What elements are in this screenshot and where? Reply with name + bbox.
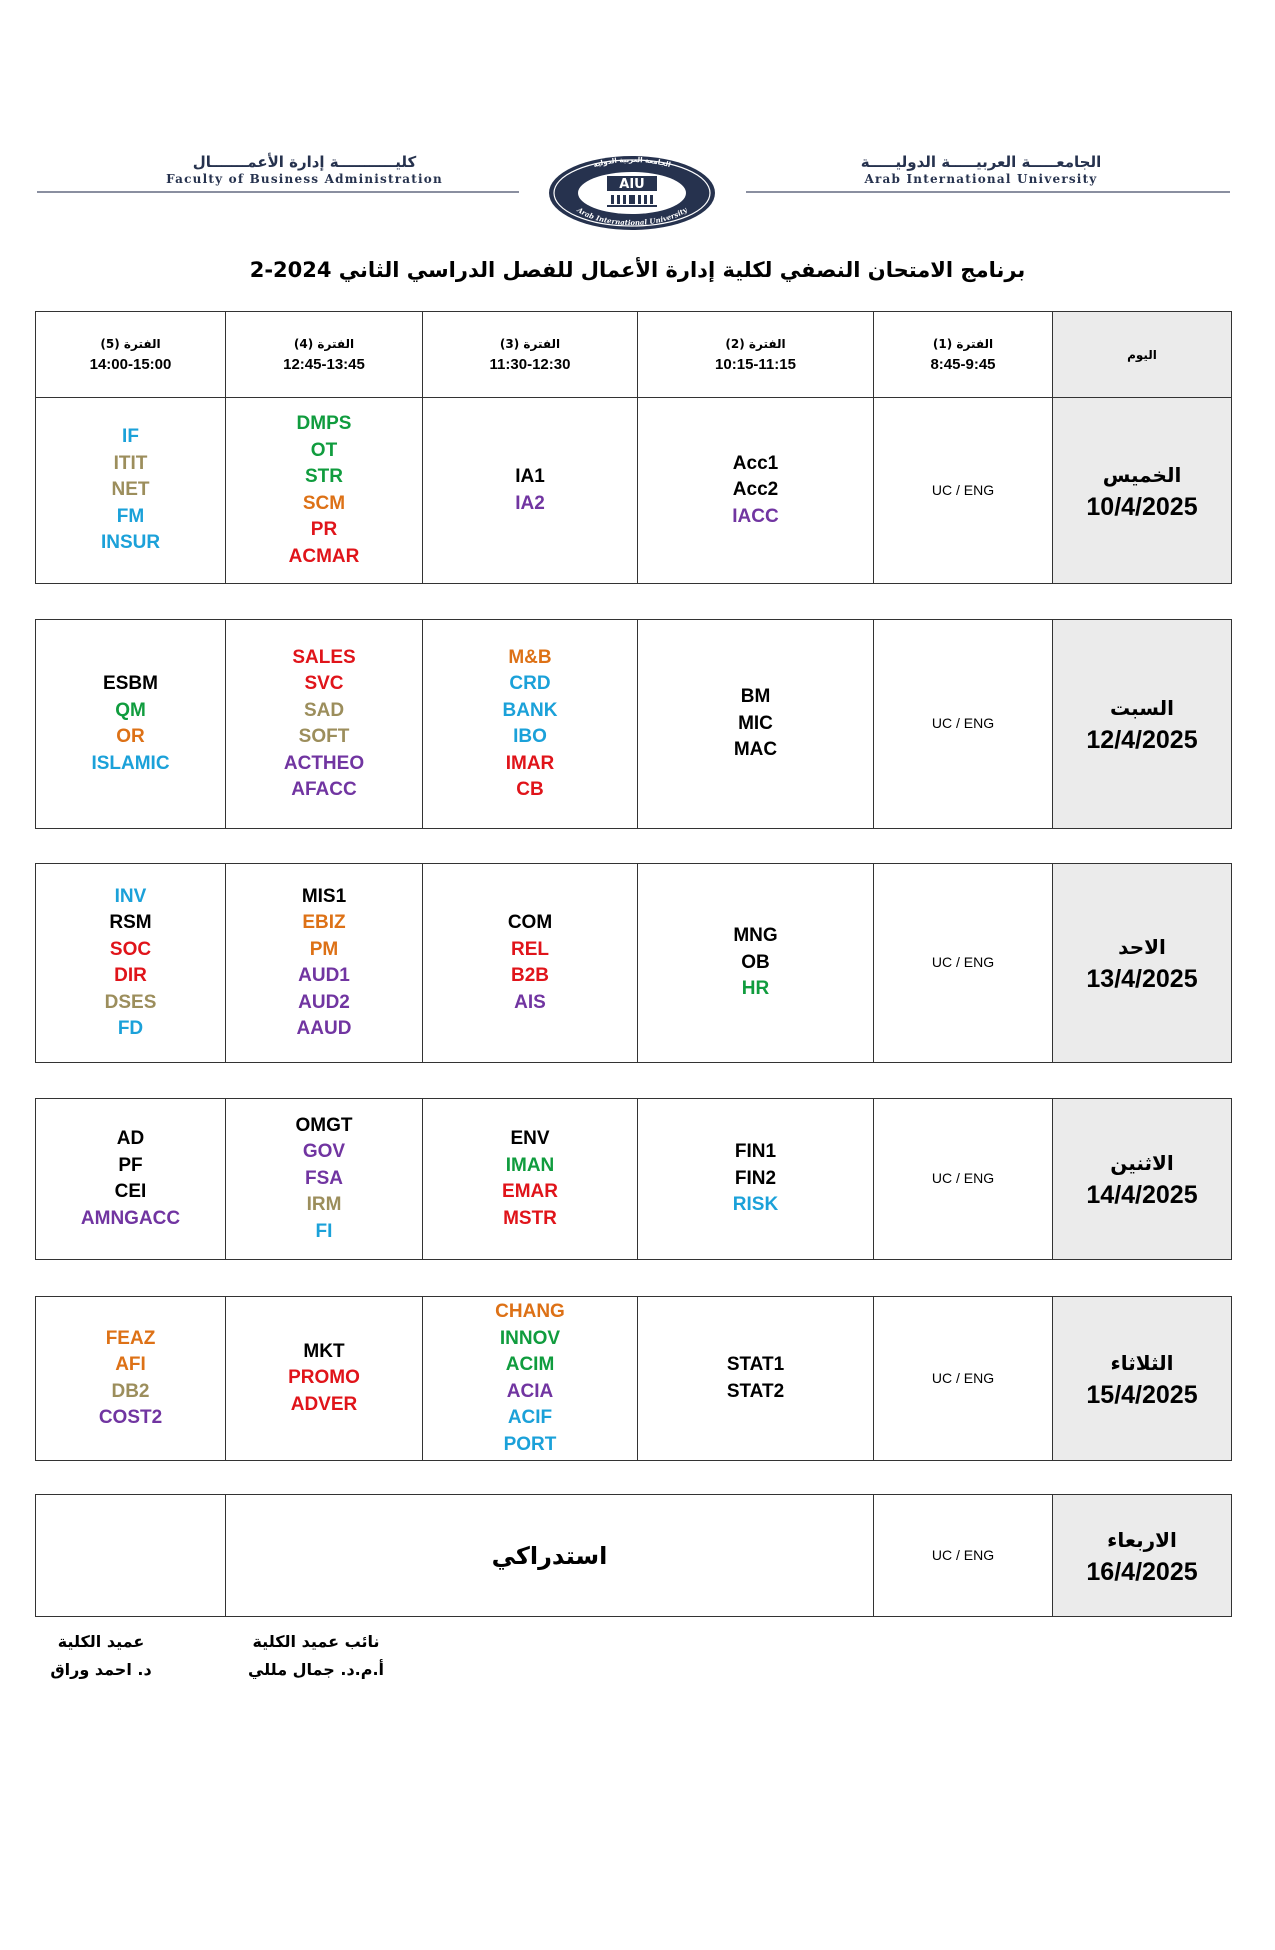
dean-title: عميد الكلية — [57, 1632, 145, 1651]
period-cell-p3 — [423, 864, 638, 1063]
course-code: BANK — [502, 699, 558, 721]
course-code: INV — [114, 885, 147, 907]
period-time: 14:00-15:00 — [89, 355, 172, 373]
day-schedule-table — [35, 311, 1232, 584]
course-code: AIS — [514, 991, 546, 1013]
day-row — [36, 620, 1232, 829]
uc-eng-label: UC / ENG — [931, 954, 995, 970]
period-cell-p2 — [638, 620, 874, 829]
course-code: IF — [122, 426, 139, 448]
course-code: AUD2 — [298, 991, 350, 1013]
course-code: Acc1 — [732, 452, 779, 474]
day-name: الثلاثاء — [1110, 1350, 1174, 1375]
period-time: 8:45-9:45 — [930, 355, 996, 373]
course-code: INNOV — [499, 1327, 561, 1349]
course-code: CRD — [509, 673, 551, 694]
course-code: AUD1 — [298, 965, 350, 986]
course-code: ESBM — [103, 673, 158, 694]
period-time: 11:30-12:30 — [489, 355, 571, 373]
course-code: DB2 — [111, 1380, 150, 1402]
course-code: PR — [310, 519, 338, 540]
day-header-label: اليوم — [1127, 347, 1157, 362]
uc-eng-label: UC / ENG — [931, 1170, 995, 1186]
day-cell — [1053, 1099, 1232, 1260]
day-cell — [1053, 398, 1232, 584]
day-date: 16/4/2025 — [1086, 1557, 1198, 1586]
course-code: PORT — [503, 1433, 557, 1455]
course-code: MSTR — [503, 1207, 557, 1229]
course-code: STAT1 — [726, 1354, 785, 1375]
period-name: الفترة (2) — [725, 336, 786, 351]
period-cell-p1 — [874, 1099, 1053, 1260]
makeup-cell — [226, 1495, 874, 1617]
period-cell-p1 — [874, 620, 1053, 829]
day-row — [36, 864, 1232, 1063]
svg-text:Arab International University: Arab International University — [575, 205, 689, 228]
course-code: AAUD — [296, 1018, 352, 1039]
day-date: 14/4/2025 — [1086, 1181, 1198, 1209]
day-name: الاحد — [1118, 935, 1166, 959]
vice-dean-signature — [236, 1628, 396, 1684]
course-code: FIN1 — [734, 1141, 777, 1163]
uc-eng-label: UC / ENG — [931, 481, 995, 498]
course-code: AFI — [115, 1354, 146, 1375]
course-code: PM — [309, 938, 339, 960]
course-code: MNG — [733, 925, 778, 947]
day-cell — [1053, 1495, 1232, 1617]
course-code: DIR — [114, 965, 147, 986]
course-code: FI — [315, 1220, 333, 1242]
course-code: EMAR — [502, 1181, 558, 1202]
day-name: الخميس — [1102, 462, 1182, 487]
course-code: PROMO — [288, 1367, 360, 1389]
period-header — [36, 312, 226, 398]
day-row — [36, 1099, 1232, 1260]
period-cell-p2 — [638, 1297, 874, 1461]
course-code: MIC — [738, 712, 773, 734]
course-code: ENV — [510, 1128, 550, 1149]
period-cell-p5 — [36, 1297, 226, 1461]
period-cell-p5 — [36, 1495, 226, 1617]
course-code: MAC — [733, 739, 778, 761]
period-cell-p3 — [423, 1099, 638, 1260]
course-code: EBIZ — [302, 912, 346, 933]
day-date: 10/4/2025 — [1086, 492, 1198, 521]
course-code: ACTHEO — [283, 752, 365, 774]
course-code: ACMAR — [288, 545, 360, 567]
period-cell-p3 — [423, 1297, 638, 1461]
course-code: OT — [310, 439, 338, 461]
course-code: HR — [741, 978, 770, 1000]
course-code: OR — [116, 726, 145, 747]
course-code: OMGT — [295, 1114, 353, 1136]
period-cell-p5 — [36, 1099, 226, 1260]
period-header — [423, 312, 638, 398]
course-code: NET — [111, 479, 150, 501]
period-cell-p3 — [423, 620, 638, 829]
day-date: 12/4/2025 — [1086, 726, 1198, 754]
period-cell-p5 — [36, 864, 226, 1063]
svg-text:AIU: AIU — [619, 177, 645, 192]
header-rule-right — [746, 191, 1230, 193]
course-code: ACIF — [507, 1407, 553, 1428]
course-code: RSM — [109, 912, 152, 933]
course-code: Acc2 — [732, 479, 779, 501]
day-cell — [1053, 1297, 1232, 1461]
day-cell — [1053, 864, 1232, 1063]
dean-signature — [36, 1628, 166, 1684]
course-code: FIN2 — [734, 1167, 777, 1189]
course-code: DSES — [104, 991, 157, 1013]
uc-eng-label: UC / ENG — [931, 1546, 995, 1563]
period-cell-p4 — [226, 398, 423, 584]
course-code: SOC — [109, 938, 152, 960]
course-code: MKT — [303, 1340, 345, 1362]
period-name: الفترة (1) — [932, 336, 994, 351]
page-title: برنامج الامتحان النصفي لكلية إدارة الأعمال للفصل الدراسي الثاني 2024-2 — [249, 258, 1026, 282]
course-code: ACIM — [505, 1354, 555, 1375]
course-code: AD — [116, 1128, 145, 1149]
course-code: QM — [115, 699, 146, 721]
period-name: الفترة (4) — [293, 336, 355, 351]
course-code: FM — [116, 505, 145, 527]
day-name: الاربعاء — [1107, 1527, 1177, 1552]
period-name: الفترة (5) — [100, 336, 161, 351]
course-code: ACIA — [506, 1380, 554, 1402]
period-cell-p4 — [226, 1297, 423, 1461]
course-code: IA2 — [515, 492, 545, 514]
day-schedule-table — [35, 863, 1232, 1063]
day-row — [36, 1495, 1232, 1617]
period-header — [874, 312, 1053, 398]
day-column-header — [1053, 312, 1232, 398]
vice-dean-title: نائب عميد الكلية — [252, 1632, 380, 1651]
vice-dean-name: أ.م.د. جمال مللي — [247, 1660, 385, 1679]
makeup-label: استدراكي — [491, 1541, 608, 1570]
course-code: COST2 — [98, 1407, 163, 1428]
course-code: PF — [118, 1154, 143, 1176]
day-cell — [1053, 620, 1232, 829]
period-header — [638, 312, 874, 398]
period-time: 12:45-13:45 — [283, 355, 365, 373]
day-row — [36, 398, 1232, 584]
course-code: B2B — [510, 965, 549, 986]
dean-name: د. احمد وراق — [50, 1660, 152, 1679]
period-cell-p4 — [226, 1099, 423, 1260]
day-date: 15/4/2025 — [1086, 1380, 1198, 1409]
course-code: GOV — [302, 1141, 346, 1163]
period-cell-p2 — [638, 864, 874, 1063]
period-time: 10:15-11:15 — [715, 355, 796, 373]
course-code: STR — [305, 466, 343, 487]
course-code: MIS1 — [301, 885, 347, 907]
course-code: SVC — [304, 673, 344, 694]
period-cell-p5 — [36, 620, 226, 829]
period-cell-p2 — [638, 398, 874, 584]
period-cell-p1 — [874, 398, 1053, 584]
course-code: BM — [740, 686, 771, 708]
course-code: AFACC — [291, 779, 357, 800]
course-code: FD — [117, 1018, 144, 1039]
day-schedule-table — [35, 619, 1232, 829]
course-code: REL — [511, 938, 549, 960]
day-schedule-table — [35, 1098, 1232, 1260]
course-code: CEI — [114, 1181, 147, 1202]
course-code: CB — [516, 779, 544, 800]
course-code: STAT2 — [726, 1380, 785, 1402]
course-code: AMNGACC — [80, 1207, 181, 1229]
faculty-name-arabic: كليـــــــــــة إدارة الأعمـــــــال — [192, 153, 417, 171]
period-cell-p1 — [874, 1297, 1053, 1461]
period-cell-p1 — [874, 864, 1053, 1063]
course-code: SOFT — [298, 726, 350, 747]
day-schedule-table — [35, 1296, 1232, 1461]
header-row — [36, 312, 1232, 398]
course-code: FSA — [305, 1167, 343, 1189]
header-rule-left — [37, 191, 519, 193]
course-code: OB — [741, 951, 770, 973]
course-code: COM — [507, 912, 553, 933]
course-code: ADVER — [290, 1393, 358, 1415]
period-cell-p5 — [36, 398, 226, 584]
course-code: INSUR — [100, 532, 161, 554]
course-code: ITIT — [113, 452, 148, 474]
period-cell-p4 — [226, 620, 423, 829]
course-code: IMAN — [505, 1154, 555, 1176]
course-code: M&B — [508, 646, 552, 668]
period-cell-p1 — [874, 1495, 1053, 1617]
day-row — [36, 1297, 1232, 1461]
period-cell-p3 — [423, 398, 638, 584]
period-header — [226, 312, 423, 398]
course-code: SAD — [303, 699, 345, 721]
course-code: FEAZ — [105, 1327, 156, 1349]
uc-eng-label: UC / ENG — [931, 715, 995, 731]
university-name-arabic: الجامعـــــة العربيـــــة الدوليـــــة — [860, 153, 1102, 171]
day-schedule-table — [35, 1494, 1232, 1617]
period-name: الفترة (3) — [499, 336, 561, 351]
course-code: RISK — [732, 1194, 779, 1216]
course-code: ISLAMIC — [91, 752, 170, 774]
university-name-english: Arab International University — [864, 172, 1098, 186]
period-cell-p2 — [638, 1099, 874, 1260]
day-date: 13/4/2025 — [1086, 965, 1198, 993]
course-code: IMAR — [505, 752, 555, 774]
day-name: السبت — [1109, 696, 1175, 720]
course-code: IA1 — [515, 466, 545, 487]
course-code: SALES — [292, 646, 356, 668]
university-logo — [547, 154, 717, 232]
course-code: IRM — [306, 1194, 342, 1216]
course-code: CHANG — [495, 1301, 565, 1322]
course-code: IACC — [732, 505, 779, 527]
course-code: IBO — [513, 726, 547, 747]
course-code: DMPS — [296, 413, 352, 434]
day-name: الاثنين — [1110, 1151, 1174, 1175]
course-code: SCM — [302, 492, 346, 514]
period-cell-p4 — [226, 864, 423, 1063]
uc-eng-label: UC / ENG — [931, 1369, 995, 1386]
svg-text:الجامعة العربية الدولية: الجامعة العربية الدولية — [592, 155, 672, 170]
faculty-name-english: Faculty of Business Administration — [166, 172, 443, 186]
